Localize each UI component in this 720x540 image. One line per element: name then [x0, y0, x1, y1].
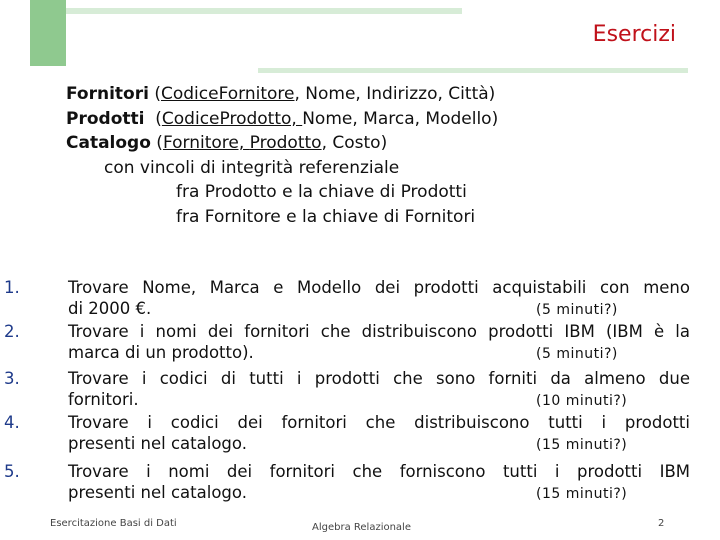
exercise-text-cont: di 2000 €.	[68, 299, 152, 318]
exercise-text-cont: marca di un prodotto).	[68, 343, 254, 362]
primary-key: Prodotto	[249, 133, 322, 153]
constraint-fornitore: fra Fornitore e la chiave di Fornitori	[176, 206, 476, 227]
footer-topic: Algebra Relazionale	[312, 522, 411, 533]
primary-key: CodiceFornitore	[160, 84, 295, 104]
decorative-title-underline	[258, 68, 688, 73]
exercise-number: 4.	[4, 413, 20, 432]
relation-name: Catalogo	[66, 133, 151, 153]
decorative-top-line	[66, 8, 462, 14]
exercise-text-cont: presenti nel catalogo.	[68, 483, 247, 502]
schema-catalogo: Catalogo (Fornitore, Prodotto, Costo)	[66, 133, 388, 153]
relational-schema	[66, 82, 498, 229]
exercise-number: 1.	[4, 278, 20, 297]
exercise-number: 2.	[4, 322, 20, 341]
primary-key: CodiceProdotto,	[161, 108, 303, 129]
exercise-time: (10 minuti?)	[536, 393, 628, 409]
exercise-time: (5 minuti?)	[536, 346, 618, 362]
exercise-text: Trovare Nome, Marca e Modello dei prodotti acquistabili con meno	[68, 278, 690, 297]
constraints-intro: con vincoli di integrità referenziale	[104, 157, 400, 178]
footer-course: Esercitazione Basi di Dati	[50, 518, 177, 529]
relation-name: Fornitori	[66, 84, 149, 104]
schema-prodotti: Prodotti (CodiceProdotto, Nome, Marca, Modello)	[66, 108, 499, 129]
exercise-text: Trovare i codici dei fornitori che distribuiscono tutti i prodotti	[68, 413, 690, 432]
exercise-text: Trovare i codici di tutti i prodotti che sono forniti da almeno due	[68, 369, 690, 388]
schema-fornitori: Fornitori (CodiceFornitore, Nome, Indirizzo, Città)	[66, 84, 496, 104]
exercise-number: 5.	[4, 462, 20, 481]
exercise-number: 3.	[4, 369, 20, 388]
slide-title: Esercizi	[592, 22, 676, 47]
exercise-text: Trovare i nomi dei fornitori che distribuiscono prodotti IBM (IBM è la	[68, 322, 690, 341]
exercise-text-cont: presenti nel catalogo.	[68, 434, 247, 453]
exercise-text: Trovare i nomi dei fornitori che forniscono tutti i prodotti IBM	[68, 462, 690, 481]
primary-key: Fornitore,	[162, 133, 250, 153]
relation-name: Prodotti	[66, 108, 145, 129]
exercise-time: (15 minuti?)	[536, 486, 628, 502]
exercise-time: (5 minuti?)	[536, 302, 618, 318]
decorative-green-block	[30, 0, 66, 66]
exercise-time: (15 minuti?)	[536, 437, 628, 453]
page-number: 2	[658, 518, 665, 529]
exercise-text-cont: fornitori.	[68, 390, 139, 409]
constraint-prodotto: fra Prodotto e la chiave di Prodotti	[176, 182, 467, 202]
